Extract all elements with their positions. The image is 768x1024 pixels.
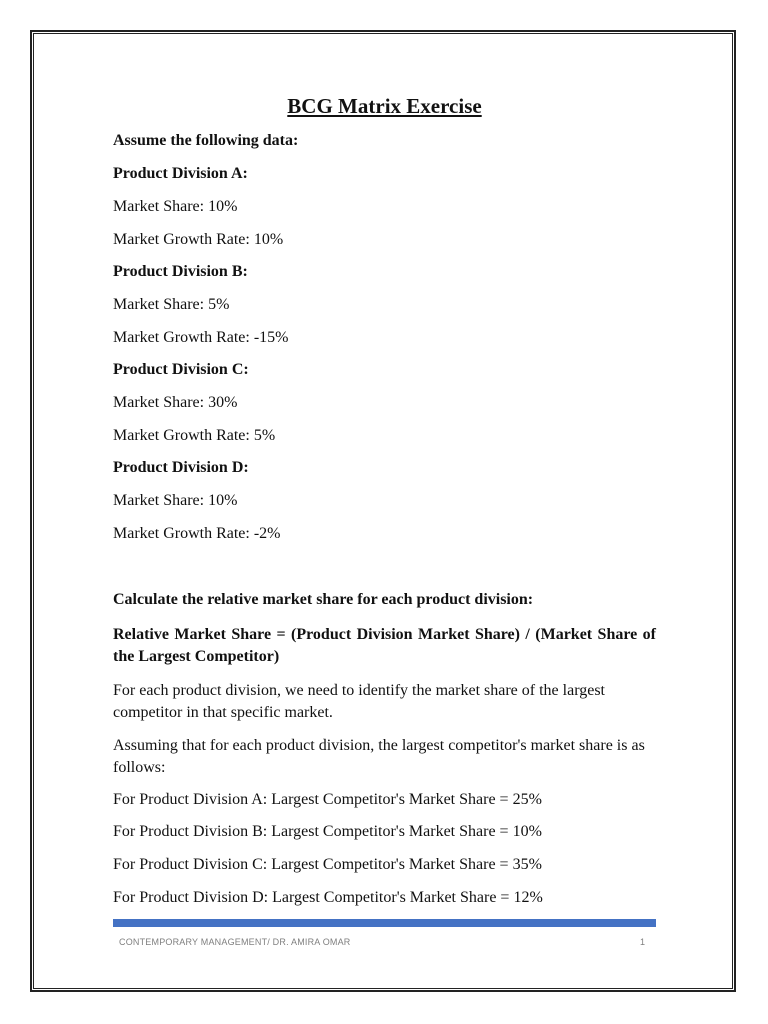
competitor-line-c: For Product Division C: Largest Competitor's Market Share = 35% [113, 856, 542, 873]
division-a-growth: Market Growth Rate: 10% [113, 231, 284, 248]
footer-bar [113, 919, 656, 927]
competitor-line-b: For Product Division B: Largest Competitor's Market Share = 10% [113, 823, 542, 840]
footer-text: CONTEMPORARY MANAGEMENT/ DR. AMIRA OMAR [119, 937, 351, 947]
division-c-share: Market Share: 30% [113, 394, 238, 411]
competitor-line-d: For Product Division D: Largest Competitor's Market Share = 12% [113, 889, 543, 906]
calculation-heading: Calculate the relative market share for each product division: [113, 591, 534, 608]
division-a-share: Market Share: 10% [113, 198, 238, 215]
competitor-line-a: For Product Division A: Largest Competitor's Market Share = 25% [113, 791, 542, 808]
division-b-heading: Product Division B: [113, 263, 248, 280]
division-a-heading: Product Division A: [113, 165, 248, 182]
document-title: BCG Matrix Exercise [287, 94, 482, 118]
division-c-heading: Product Division C: [113, 361, 249, 378]
division-d-growth: Market Growth Rate: -2% [113, 525, 281, 542]
paragraph-assumption: Assuming that for each product division, the largest competitor's market share is as follows: [113, 737, 645, 776]
division-b-share: Market Share: 5% [113, 296, 230, 313]
formula-text: Relative Market Share = (Product Division Market Share) / (Market Share of the Largest Competitor) [113, 626, 656, 665]
paragraph-identify: For each product division, we need to identify the market share of the largest competitor in that specific market. [113, 682, 605, 721]
division-b-growth: Market Growth Rate: -15% [113, 329, 289, 346]
division-d-heading: Product Division D: [113, 459, 249, 476]
division-d-share: Market Share: 10% [113, 492, 238, 509]
division-c-growth: Market Growth Rate: 5% [113, 427, 276, 444]
page-number: 1 [640, 937, 646, 947]
intro-text: Assume the following data: [113, 132, 299, 149]
